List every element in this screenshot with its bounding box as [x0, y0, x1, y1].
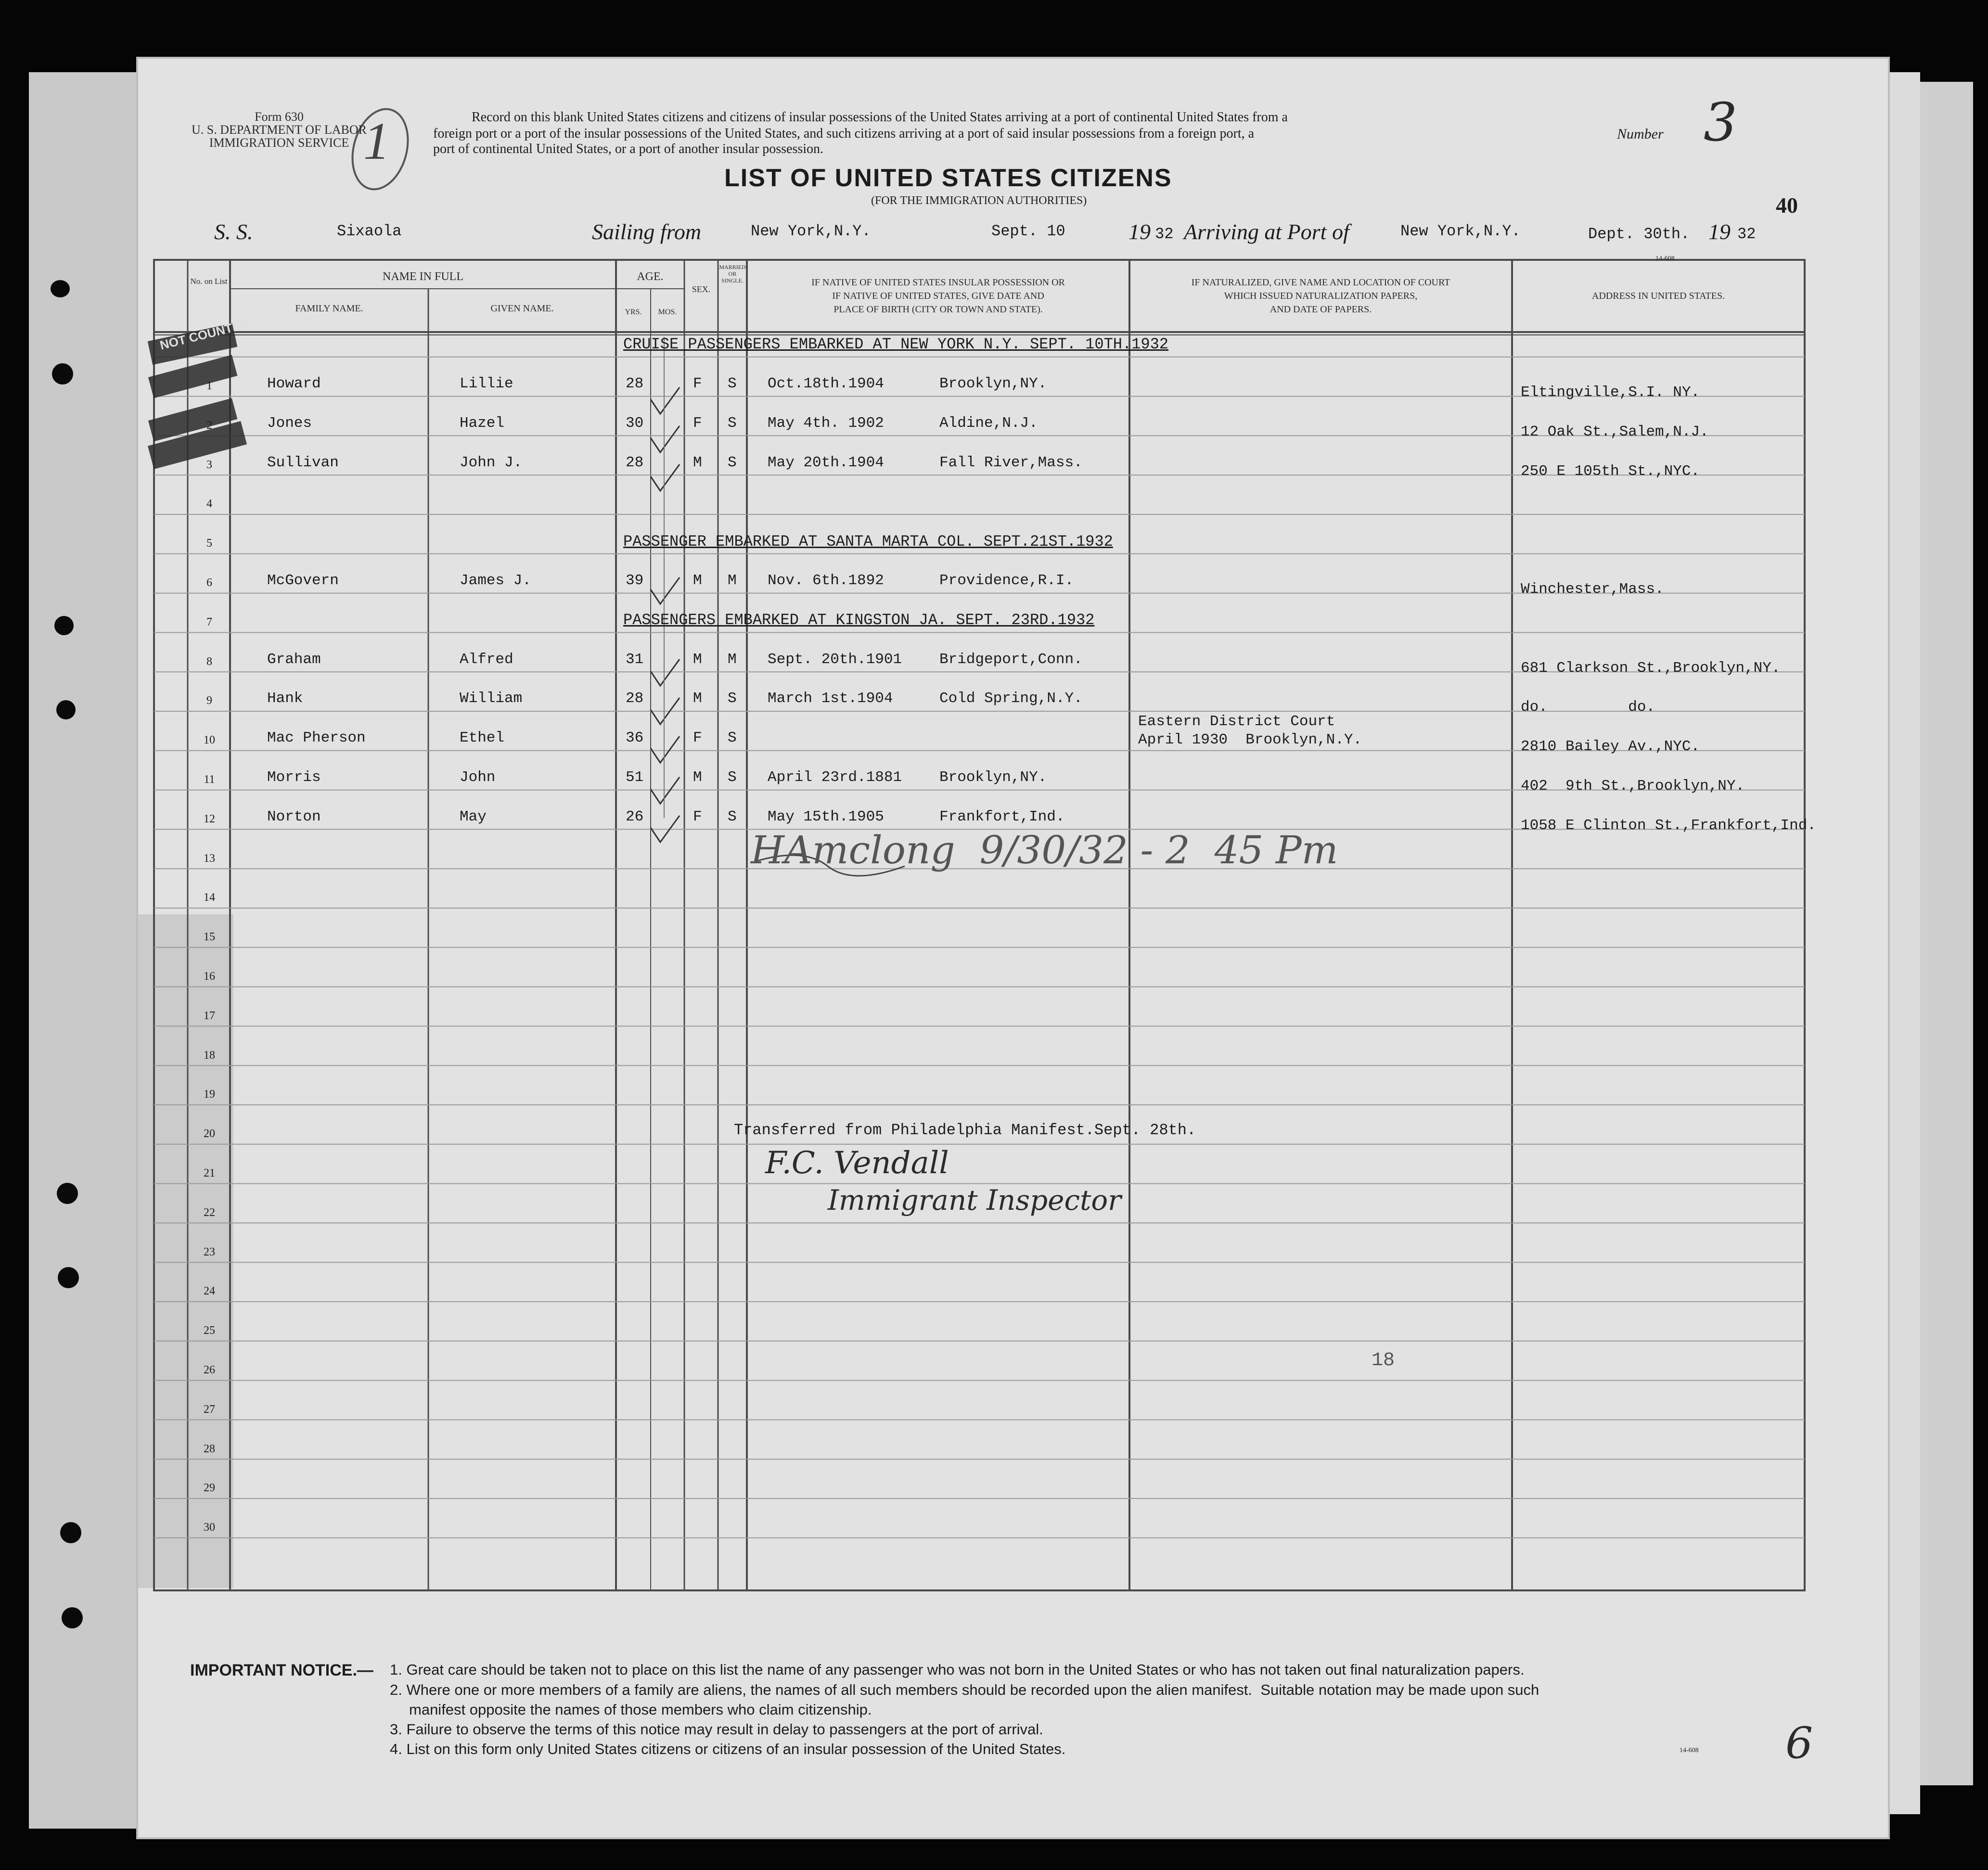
col-native-line-3: PLACE OF BIRTH (CITY OR TOWN AND STATE). [834, 304, 1043, 315]
passenger-sex: F [693, 414, 702, 432]
sailing-label: Sailing from [592, 219, 702, 244]
notice-item-1: 1. Great care should be taken not to place on this list the name of any passenger who was not born in the United States or who has not taken out final naturalization papers. [390, 1661, 1525, 1678]
corner-number: 6 [1785, 1718, 1813, 1768]
ship-name: Sixaola [337, 222, 402, 240]
row-number: 28 [204, 1442, 215, 1455]
record-instructions-line-2: foreign port or a port of the insular possessions of the United States, and such citizens arriving at a port of said insular possessions from a foreign port, a [433, 126, 1255, 141]
service-name: IMMIGRATION SERVICE [209, 136, 349, 150]
passenger-birth-place: Brooklyn,NY. [939, 375, 1047, 392]
row-number: 19 [204, 1088, 215, 1101]
col-family-name: FAMILY NAME. [295, 303, 363, 314]
passenger-marital-status: S [728, 414, 737, 432]
passenger-family-name: Morris [267, 769, 321, 786]
passenger-age-years: 30 [626, 414, 644, 432]
row-number: 12 [204, 812, 215, 825]
row-number: 26 [204, 1364, 215, 1376]
col-sex: SEX. [692, 284, 711, 294]
passenger-sex: F [693, 730, 702, 747]
notice-item-2-cont: manifest opposite the names of those members who claim citizenship. [409, 1701, 872, 1718]
number-18: 18 [1372, 1350, 1395, 1371]
passenger-sex: F [693, 375, 702, 392]
passenger-family-name: Sullivan [267, 454, 339, 471]
passenger-address: 1058 E Clinton St.,Frankfort,Ind. [1521, 817, 1816, 834]
row-number: 21 [204, 1167, 215, 1179]
passenger-address: Winchester,Mass. [1521, 581, 1664, 598]
passenger-given-name: Alfred [460, 651, 513, 668]
row-number: 8 [206, 655, 212, 668]
arrival-port: New York,N.Y. [1400, 222, 1521, 240]
passenger-family-name: Norton [267, 808, 321, 825]
passenger-marital-status: S [728, 454, 737, 471]
inspector-signature: F.C. Vendall [765, 1145, 949, 1181]
number-label: Number [1617, 126, 1664, 142]
sailing-port: New York,N.Y. [751, 222, 871, 240]
passenger-given-name: William [460, 690, 523, 707]
passenger-birth-place: Frankfort,Ind. [939, 808, 1065, 825]
col-years: YRS. [625, 308, 642, 316]
passenger-birth-date: Sept. 20th.1901 [768, 651, 902, 668]
col-address: ADDRESS IN UNITED STATES. [1591, 291, 1725, 301]
document-title: LIST OF UNITED STATES CITIZENS [724, 164, 1172, 192]
record-instructions-line-1: Record on this blank United States citizens and citizens of insular possessions of the United States arriving at a port of continental United States from a [472, 110, 1288, 125]
number-value: 3 [1704, 91, 1737, 153]
notice-item-2: 2. Where one or more members of a family are aliens, the names of all such members should be recorded upon the alien manifest. Suitable notation may be made upon such [390, 1681, 1539, 1698]
col-naturalized-line-3: AND DATE OF PAPERS. [1270, 304, 1372, 315]
passenger-family-name: Graham [267, 651, 321, 668]
passenger-age-years: 39 [626, 572, 644, 589]
row-number: 27 [204, 1403, 215, 1416]
passenger-birth-date: May 4th. 1902 [768, 414, 884, 432]
passenger-birth-date: Nov. 6th.1892 [768, 572, 884, 589]
page-number: 40 [1776, 193, 1798, 218]
passenger-birth-place: Bridgeport,Conn. [939, 651, 1083, 668]
col-naturalized-line-1: IF NATURALIZED, GIVE NAME AND LOCATION OF COURT [1191, 277, 1450, 288]
passenger-birth-place: Providence,R.I. [939, 572, 1074, 589]
row-number: 3 [206, 458, 212, 471]
passenger-sex: M [693, 769, 702, 786]
arrival-date: Dept. 30th. [1588, 225, 1690, 243]
passenger-birth-date: March 1st.1904 [768, 690, 893, 707]
sailing-year-prefix: 19 [1129, 219, 1151, 244]
passenger-birth-place: Fall River,Mass. [939, 454, 1083, 471]
passenger-age-years: 36 [626, 730, 644, 747]
row-number: 18 [204, 1049, 215, 1062]
passenger-marital-status: S [728, 730, 737, 747]
row-number: 22 [204, 1206, 215, 1219]
notice-item-3: 3. Failure to observe the terms of this notice may result in delay to passengers at the port of arrival. [390, 1721, 1043, 1738]
passenger-given-name: Ethel [460, 730, 505, 747]
passenger-family-name: McGovern [267, 572, 339, 589]
passenger-birth-place: Aldine,N.J. [939, 414, 1038, 432]
col-native-line-1: IF NATIVE OF UNITED STATES INSULAR POSSESSION OR [811, 277, 1065, 288]
col-naturalized-line-2: WHICH ISSUED NATURALIZATION PAPERS, [1224, 291, 1418, 301]
row-number: 9 [206, 694, 212, 707]
passenger-marital-status: S [728, 375, 737, 392]
passenger-age-years: 31 [626, 651, 644, 668]
passenger-sex: M [693, 572, 702, 589]
row-number: 2 [206, 419, 212, 432]
handwritten-inspector-note: HAmclong 9/30/32 - 2 45 Pm [751, 828, 1338, 872]
passenger-marital-status: S [728, 808, 737, 825]
passenger-marital-status: M [728, 572, 737, 589]
sailing-year: 32 [1155, 225, 1174, 243]
row-number: 16 [204, 970, 215, 983]
row-number: 14 [204, 891, 215, 904]
passenger-birth-date: May 20th.1904 [768, 454, 884, 471]
passenger-family-name: Howard [267, 375, 321, 392]
passenger-sex: M [693, 454, 702, 471]
passenger-given-name: John J. [460, 454, 523, 471]
col-married-single: MARRIED OR SINGLE. [719, 264, 746, 284]
stamp-code: 14-608 [1655, 255, 1675, 262]
passenger-given-name: Hazel [460, 414, 505, 432]
passenger-marital-status: S [728, 690, 737, 707]
passenger-birth-date: May 15th.1905 [768, 808, 884, 825]
row-number: 5 [206, 537, 212, 550]
row-number: 29 [204, 1482, 215, 1495]
record-instructions-line-3: port of continental United States, or a port of another insular possession. [433, 141, 824, 156]
passenger-address: Eltingville,S.I. NY. [1521, 384, 1700, 401]
notice-label: IMPORTANT NOTICE.— [190, 1661, 373, 1679]
passenger-family-name: Hank [267, 690, 303, 707]
passenger-age-years: 28 [626, 375, 644, 392]
form-number: Form 630 [255, 110, 304, 124]
passenger-address: 12 Oak St.,Salem,N.J. [1521, 423, 1709, 440]
arriving-label: Arriving at Port of [1184, 219, 1349, 244]
row-number: 23 [204, 1245, 215, 1258]
section-header-new-york: CRUISE PASSENGERS EMBARKED AT NEW YORK N.Y. SEPT. 10TH.1932 [623, 335, 1168, 353]
passenger-given-name: May [460, 808, 487, 825]
section-header-santa-marta: PASSENGER EMBARKED AT SANTA MARTA COL. SEPT.21ST.1932 [623, 533, 1113, 551]
inspector-title: Immigrant Inspector [828, 1184, 1121, 1217]
passenger-given-name: James J. [460, 572, 531, 589]
notice-label-text: IMPORTANT NOTICE. [190, 1661, 357, 1679]
passenger-given-name: Lillie [460, 375, 513, 392]
row-number: 6 [206, 576, 212, 589]
arrival-year-prefix: 19 [1708, 219, 1731, 244]
row-number: 13 [204, 852, 215, 865]
row-number: 30 [204, 1521, 215, 1534]
passenger-given-name: John [460, 769, 496, 786]
passenger-sex: M [693, 651, 702, 668]
transfer-note: Transferred from Philadelphia Manifest.Sept. 28th. [734, 1121, 1196, 1139]
passenger-birth-date: April 23rd.1881 [768, 769, 902, 786]
passenger-birth-date: Oct.18th.1904 [768, 375, 884, 392]
passenger-sex: M [693, 690, 702, 707]
passenger-address: 681 Clarkson St.,Brooklyn,NY. [1521, 659, 1781, 677]
row-number: 25 [204, 1324, 215, 1337]
notice-code: 14-608 [1680, 1747, 1699, 1754]
passenger-family-name: Jones [267, 414, 312, 432]
sailing-date: Sept. 10 [991, 222, 1065, 240]
row-number: 10 [204, 734, 215, 747]
col-no-on-list: No. on List [190, 277, 228, 286]
section-header-kingston: PASSENGERS EMBARKED AT KINGSTON JA. SEPT. 23RD.1932 [623, 611, 1095, 629]
col-native-line-2: IF NATIVE OF UNITED STATES, GIVE DATE AND [832, 291, 1044, 301]
col-age: AGE. [637, 270, 664, 283]
col-name-in-full: NAME IN FULL [383, 270, 463, 283]
passenger-marital-status: M [728, 651, 737, 668]
row-number: 4 [206, 498, 212, 511]
passenger-marital-status: S [728, 769, 737, 786]
passenger-address: do. do. [1521, 699, 1655, 716]
passenger-birth-place: Cold Spring,N.Y. [939, 690, 1083, 707]
passenger-birth-place: Brooklyn,NY. [939, 769, 1047, 786]
row-number: 11 [204, 773, 215, 786]
arrival-year: 32 [1737, 225, 1756, 243]
row-number: 24 [204, 1285, 215, 1298]
row-number: 1 [206, 380, 212, 392]
notice-item-4: 4. List on this form only United States citizens or citizens of an insular possession of the United States. [390, 1741, 1066, 1757]
col-given-name: GIVEN NAME. [490, 303, 554, 314]
hand-circle-number: 1 [363, 112, 390, 170]
document-subtitle: (FOR THE IMMIGRATION AUTHORITIES) [871, 194, 1087, 207]
passenger-naturalization-court: Eastern District Court April 1930 Brooklyn,N.Y. [1138, 713, 1362, 749]
passenger-age-years: 28 [626, 454, 644, 471]
row-number: 15 [204, 931, 215, 944]
passenger-age-years: 51 [626, 769, 644, 786]
col-months: MOS. [658, 308, 677, 316]
ss-label: S. S. [214, 219, 253, 244]
passenger-address: 402 9th St.,Brooklyn,NY. [1521, 778, 1745, 794]
passenger-sex: F [693, 808, 702, 825]
passenger-age-years: 28 [626, 690, 644, 707]
row-number: 17 [204, 1009, 215, 1022]
passenger-age-years: 26 [626, 808, 644, 825]
row-number: 20 [204, 1127, 215, 1140]
passenger-family-name: Mac Pherson [267, 730, 366, 747]
passenger-address: 2810 Bailey Av.,NYC. [1521, 738, 1700, 756]
not-counted-stamp: NOT COUNTED [158, 316, 251, 353]
row-number: 7 [206, 615, 212, 628]
department-name: U. S. DEPARTMENT OF LABOR [192, 123, 367, 137]
passenger-address: 250 E 105th St.,NYC. [1521, 462, 1700, 480]
